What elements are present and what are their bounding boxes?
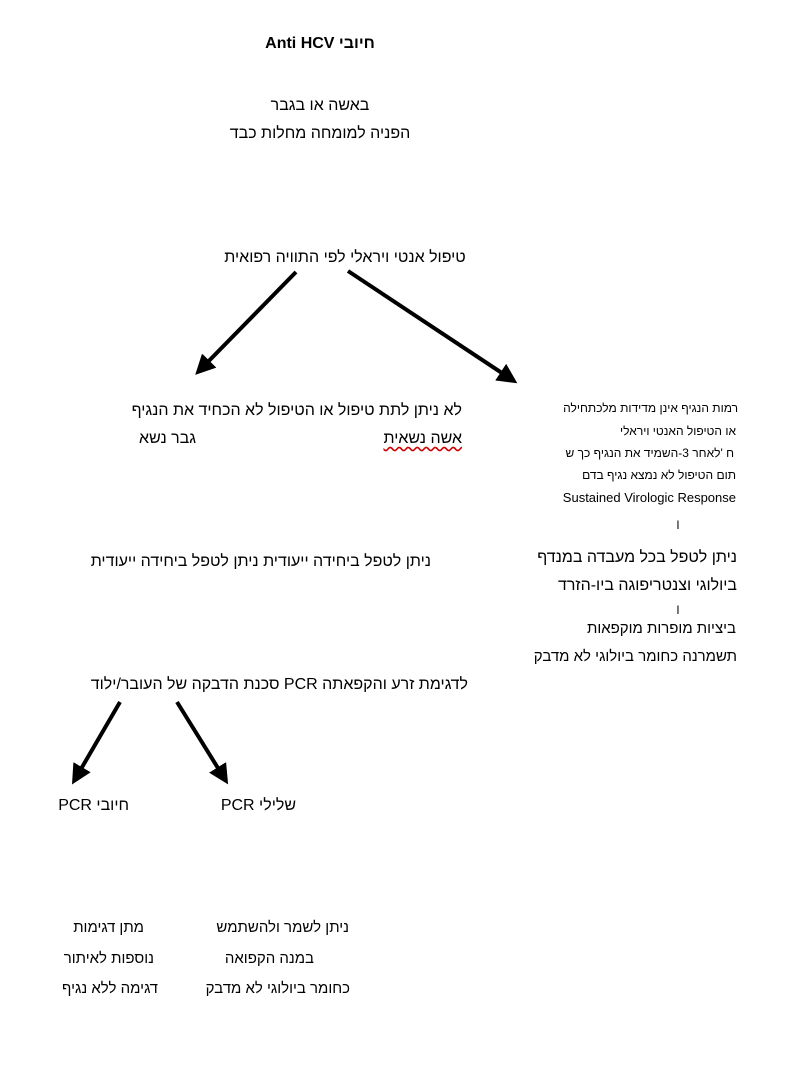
negative-step-3: כחומר ביולוגי לא מדבק — [205, 980, 350, 997]
separator-1: l — [676, 518, 680, 532]
separator-2: l — [676, 603, 680, 617]
negative-step-1: ניתן לשמר ולהשתמש — [216, 919, 349, 936]
arrow-to-pcr-positive — [74, 702, 120, 781]
frozen-eggs-line: ביציות מופרות מוקפאות — [586, 620, 736, 637]
svr-line-2: או הטיפול האנטי ויראלי — [620, 424, 736, 438]
pcr-negative-label: שלילי PCR — [220, 797, 296, 814]
arrow-to-right-branch — [348, 271, 514, 381]
positive-step-2: נוספות לאיתור — [63, 950, 154, 967]
negative-step-2: במנה הקפואה — [224, 950, 314, 967]
pcr-heading: לדגימת זרע והקפאתה PCR סכנת הדבקה של העובר/ילוד — [90, 676, 468, 693]
svr-line-5: Sustained Virologic Response — [562, 490, 736, 505]
lab-line-2: ביולוגי וצנטריפוגה ביו-הזרד — [557, 577, 737, 594]
svr-line-1: רמות הנגיף אינן מדידות מלכתחילה — [563, 401, 738, 415]
gender-line: באשה או בגבר — [270, 97, 370, 114]
no-treatment-heading: לא ניתן לתת טיפול או הטיפול לא הכחיד את הנגיף — [131, 402, 462, 419]
arrow-to-left-branch — [198, 272, 296, 372]
non-infectious-line: תשמרנה כחומר ביולוגי לא מדבק — [533, 648, 737, 665]
man-carrier-label: גבר נשא — [139, 430, 196, 447]
positive-step-3: דגימה ללא נגיף — [62, 980, 158, 997]
lab-line-1: ניתן לטפל בכל מעבדה במנדף — [537, 549, 737, 566]
pcr-positive-label: חיובי PCR — [58, 797, 129, 814]
positive-step-1: מתן דגימות — [73, 919, 144, 936]
arrow-to-pcr-negative — [177, 702, 226, 781]
treatment-line: טיפול אנטי ויראלי לפי התוויה רפואית — [224, 249, 466, 266]
svr-line-3: ח 'לאחר 3-השמיד את הנגיף כך ש — [565, 446, 734, 460]
woman-carrier-label: אשה נשאית — [383, 430, 462, 447]
page-title: חיובי Anti HCV — [265, 35, 375, 52]
dedicated-unit-line: ניתן לטפל ביחידה ייעודית ניתן לטפל ביחידה ייעודית — [90, 553, 431, 570]
referral-line: הפניה למומחה מחלות כבד — [229, 125, 411, 142]
svr-line-4: תום הטיפול לא נמצא נגיף בדם — [582, 468, 736, 482]
